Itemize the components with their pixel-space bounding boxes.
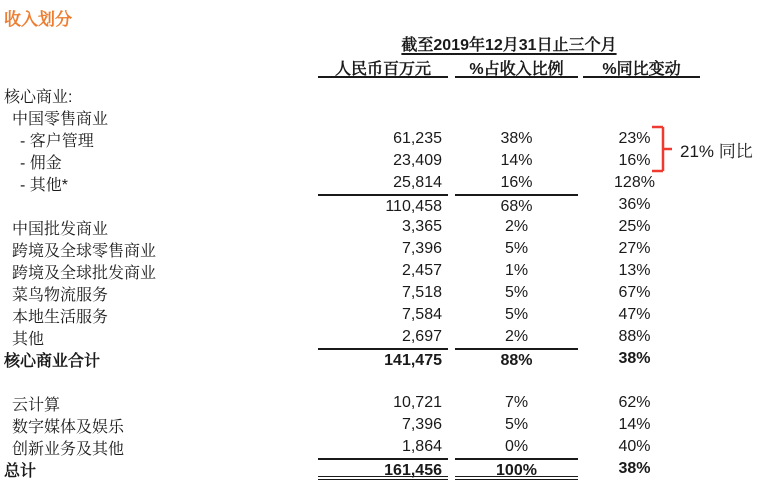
table-row bbox=[0, 370, 763, 392]
cell-pct-of-revenue: 5% bbox=[504, 306, 529, 323]
cell-rmb-millions: 141,475 bbox=[318, 348, 448, 370]
table-row bbox=[0, 216, 763, 238]
cell-pct-yoy-change: 67% bbox=[618, 284, 651, 301]
row-label: - 其他* bbox=[20, 176, 69, 194]
cell-pct-of-revenue bbox=[455, 370, 578, 392]
row-label: 跨境及全球批发商业 bbox=[12, 264, 157, 282]
row-label: 菜鸟物流服务 bbox=[12, 286, 109, 304]
cell-pct-of-revenue: 14% bbox=[500, 152, 533, 169]
table-row bbox=[0, 436, 763, 458]
cell-pct-of-revenue: 5% bbox=[504, 284, 529, 301]
yoy-bracket-annotation bbox=[650, 125, 753, 173]
cell-pct-yoy-change: 88% bbox=[618, 328, 651, 345]
cell-rmb-millions: 10,721 bbox=[393, 394, 442, 411]
cell-pct-of-revenue: 2% bbox=[504, 218, 529, 235]
table-row bbox=[0, 128, 763, 150]
cell-rmb-millions: 25,814 bbox=[393, 174, 442, 191]
curly-bracket-icon bbox=[650, 125, 674, 173]
column-header-pct-yoy-change: %同比变动 bbox=[583, 54, 700, 78]
cell-rmb-millions: 110,458 bbox=[318, 194, 448, 216]
column-header-rmb-millions: 人民币百万元 bbox=[318, 54, 448, 78]
cell-pct-of-revenue: 16% bbox=[500, 174, 533, 191]
table-row bbox=[0, 282, 763, 304]
table-row bbox=[0, 414, 763, 436]
cell-rmb-millions: 3,365 bbox=[401, 218, 442, 235]
table-row bbox=[0, 260, 763, 282]
cell-pct-yoy-change: 36% bbox=[618, 196, 651, 213]
cell-pct-yoy-change: 128% bbox=[614, 174, 655, 191]
cell-pct-of-revenue: 38% bbox=[500, 130, 533, 147]
table-row bbox=[0, 348, 763, 370]
table-row bbox=[0, 238, 763, 260]
row-label: 数字媒体及娱乐 bbox=[12, 418, 125, 436]
cell-rmb-millions bbox=[318, 106, 448, 128]
row-label: 核心商业: bbox=[4, 88, 73, 106]
cell-pct-of-revenue: 5% bbox=[504, 240, 529, 257]
cell-pct-yoy-change: 47% bbox=[618, 306, 651, 323]
cell-pct-of-revenue: 1% bbox=[504, 262, 529, 279]
cell-pct-of-revenue: 0% bbox=[504, 438, 529, 455]
cell-rmb-millions: 7,518 bbox=[401, 284, 442, 301]
table-body bbox=[0, 84, 763, 480]
cell-rmb-millions: 61,235 bbox=[393, 130, 442, 147]
row-label: 创新业务及其他 bbox=[12, 440, 125, 458]
cell-rmb-millions: 23,409 bbox=[393, 152, 442, 169]
table-row bbox=[0, 150, 763, 172]
row-label: - 客户管理 bbox=[20, 132, 94, 150]
period-header: 截至2019年12月31日止三个月 bbox=[401, 37, 617, 54]
cell-pct-yoy-change: 23% bbox=[618, 130, 651, 147]
table-row bbox=[0, 304, 763, 326]
cell-pct-yoy-change: 38% bbox=[618, 460, 651, 477]
row-label: 总计 bbox=[4, 462, 37, 480]
cell-pct-yoy-change: 14% bbox=[618, 416, 651, 433]
table-row bbox=[0, 106, 763, 128]
table-row bbox=[0, 84, 763, 106]
cell-pct-of-revenue: 88% bbox=[455, 348, 578, 370]
table-row bbox=[0, 194, 763, 216]
row-label: 云计算 bbox=[12, 396, 61, 414]
cell-rmb-millions: 7,396 bbox=[401, 416, 442, 433]
cell-pct-of-revenue: 2% bbox=[504, 328, 529, 345]
cell-pct-of-revenue bbox=[455, 84, 578, 106]
cell-rmb-millions bbox=[318, 370, 448, 392]
cell-pct-of-revenue: 100% bbox=[455, 458, 578, 480]
column-headers bbox=[318, 54, 700, 78]
table-row bbox=[0, 172, 763, 194]
cell-pct-yoy-change: 13% bbox=[618, 262, 651, 279]
cell-pct-of-revenue: 7% bbox=[504, 394, 529, 411]
cell-pct-yoy-change: 27% bbox=[618, 240, 651, 257]
cell-rmb-millions: 161,456 bbox=[318, 458, 448, 480]
cell-pct-yoy-change bbox=[583, 84, 700, 106]
cell-pct-yoy-change: 62% bbox=[618, 394, 651, 411]
cell-pct-yoy-change bbox=[583, 370, 700, 392]
cell-pct-of-revenue: 5% bbox=[504, 416, 529, 433]
row-label: - 佣金 bbox=[20, 154, 62, 172]
cell-rmb-millions bbox=[318, 84, 448, 106]
cell-pct-of-revenue: 68% bbox=[455, 194, 578, 216]
row-label: 中国零售商业 bbox=[12, 110, 109, 128]
table-row bbox=[0, 458, 763, 480]
cell-pct-of-revenue bbox=[455, 106, 578, 128]
cell-pct-yoy-change: 16% bbox=[618, 152, 651, 169]
cell-rmb-millions: 2,457 bbox=[401, 262, 442, 279]
column-header-pct-of-revenue: %占收入比例 bbox=[455, 54, 578, 78]
cell-rmb-millions: 7,396 bbox=[401, 240, 442, 257]
page-title: 收入划分 bbox=[4, 10, 72, 29]
cell-pct-yoy-change: 38% bbox=[618, 350, 651, 367]
row-label: 其他 bbox=[12, 330, 45, 348]
row-label: 跨境及全球零售商业 bbox=[12, 242, 157, 260]
cell-rmb-millions: 2,697 bbox=[401, 328, 442, 345]
table-row bbox=[0, 392, 763, 414]
row-label: 本地生活服务 bbox=[12, 308, 109, 326]
cell-pct-yoy-change: 40% bbox=[618, 438, 651, 455]
yoy-bracket-label: 21% 同比 bbox=[680, 141, 753, 161]
cell-pct-yoy-change: 25% bbox=[618, 218, 651, 235]
cell-rmb-millions: 7,584 bbox=[401, 306, 442, 323]
table-row bbox=[0, 326, 763, 348]
row-label: 核心商业合计 bbox=[4, 352, 101, 370]
row-label: 中国批发商业 bbox=[12, 220, 109, 238]
cell-rmb-millions: 1,864 bbox=[401, 438, 442, 455]
